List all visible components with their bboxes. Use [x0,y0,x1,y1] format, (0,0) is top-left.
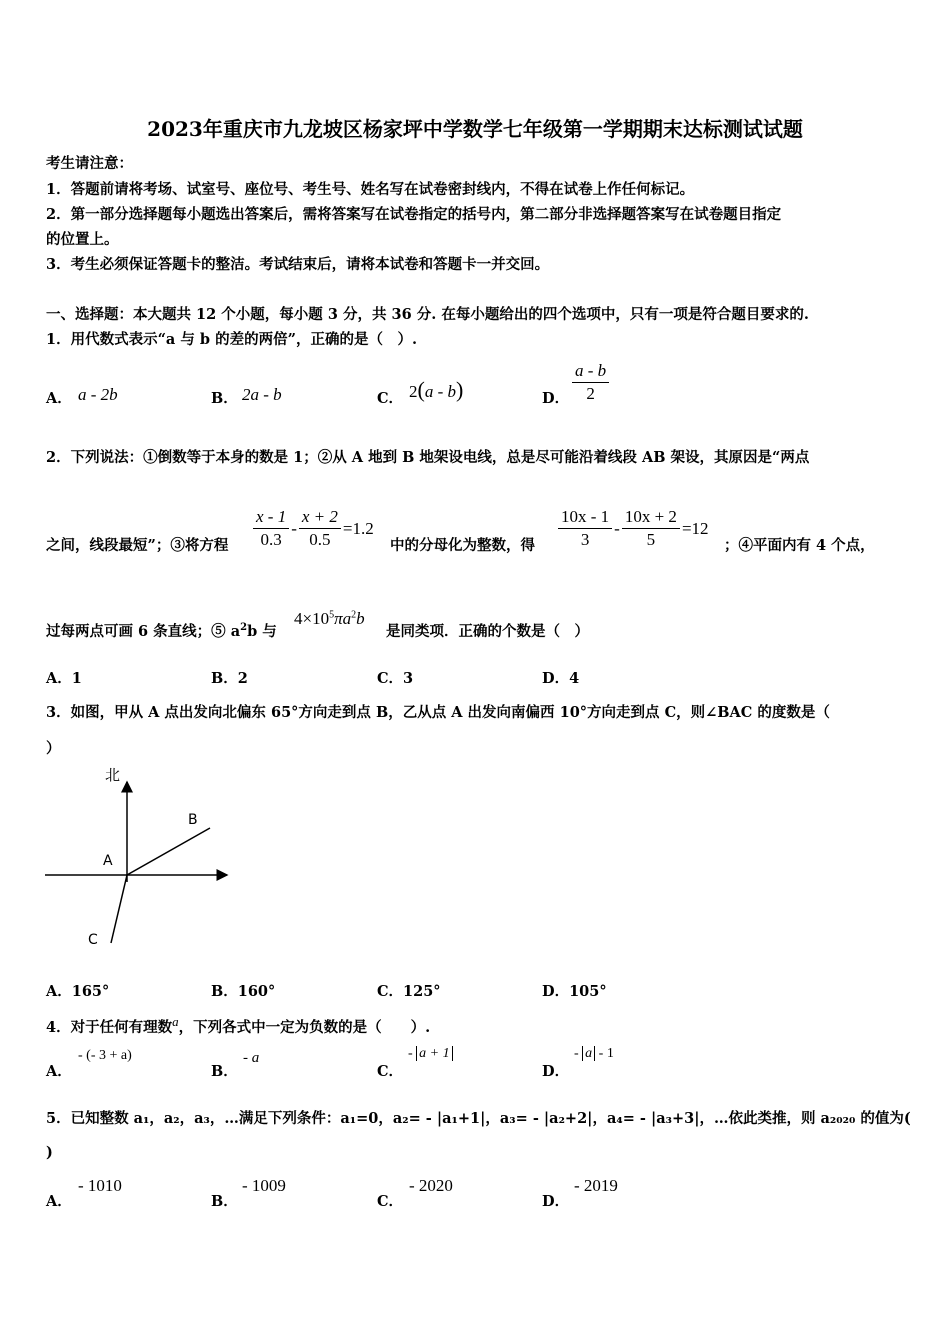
q1-option-a: a - 2b [78,385,118,404]
q3-ray-ac [111,875,127,943]
q2-line3-post: 是同类项．正确的个数是（ ） [386,623,589,640]
q4-label-a: A． [46,1063,72,1080]
q2-minus-1: - [291,518,297,538]
q1-c-inner: a - b [424,382,456,401]
q3-label-b: B [188,812,198,828]
q5-option-c: - 2020 [409,1176,453,1195]
q4-label-c: C． [377,1063,404,1080]
q2-equation-1 [253,506,374,551]
page-title: 2023年重庆市九龙坡区杨家坪中学数学七年级第一学期期末达标测试试题 [147,117,803,141]
section-heading: 一、选择题：本大题共 12 个小题，每小题 3 分，共 36 分. 在每小题给出的四个选项中，只有一项是符合题目要求的. [46,306,809,323]
notice-item-1: 1．答题前请将考场、试室号、座位号、考生号、姓名写在试卷密封线内，不得在试卷上作任何标记。 [46,181,695,198]
q2-expr-base: 4×10 [294,609,330,628]
q4-c-pre: - [408,1046,417,1061]
q5-option-a: - 1010 [78,1176,122,1195]
q5-label-a: A． [46,1193,72,1210]
q2-f2-num: x + 2 [299,506,341,529]
q4-stem-var: a [172,1014,179,1029]
q5-option-d: - 2019 [574,1176,618,1195]
q2-line3 [46,620,277,641]
q2-f1-den: 0.3 [260,530,282,549]
q3-label-a: A [103,853,113,869]
q2-option-d: D．4 [542,670,580,687]
q4-stem-post: ，下列各式中一定为负数的是（ ）. [178,1018,431,1036]
q4-stem [46,1014,430,1037]
q2-eq-2: =12 [681,518,709,538]
q5-line2: ) [46,1144,53,1161]
q5-label-d: D． [542,1193,570,1210]
q3-option-b: B．160° [211,983,276,1000]
q2-f3-num: 10x - 1 [558,506,612,529]
q3-label-north: 北 [105,766,121,784]
notice-item-3: 3．考生必须保证答题卡的整洁。考试结束后，请将本试卷和答题卡一并交回。 [46,256,550,273]
q1-option-b: 2a - b [242,385,282,404]
q2-option-c: C．3 [377,670,414,687]
q1-c-coef: 2 [409,382,418,401]
q1-label-c: C． [377,390,404,407]
q3-line2: ） [46,740,61,757]
q2-minus-2: - [614,518,620,538]
q2-line2-post: ；④平面内有 4 个点， [724,537,875,554]
q2-expression [294,609,365,629]
q4-option-b: - a [243,1050,260,1066]
q4-d-pre: - [574,1046,583,1061]
q3-option-c: C．125° [377,983,441,1000]
q4-d-post: - 1 [595,1046,614,1061]
q1-d-numerator: a - b [572,360,609,383]
q2-option-a: A．1 [46,670,82,687]
q2-f2-den: 0.5 [309,530,331,549]
q1-stem: 1．用代数式表示“a 与 b 的差的两倍”，正确的是（ ）. [46,331,417,348]
q4-d-abs: a [582,1046,595,1061]
q2-line2-mid: 中的分母化为整数，得 [390,537,535,554]
q4-option-d [574,1046,614,1062]
q2-line3-sup: 2 [240,622,248,634]
q2-line2-pre: 之间，线段最短”；③将方程 [46,537,229,554]
q2-line1: 2．下列说法：①倒数等于本身的数是 1；②从 A 地到 B 地架设电线，总是尽可能沿着线段 AB 架设，其原因是“两点 [46,449,810,466]
q2-f4-num: 10x + 2 [622,506,680,529]
q2-f3-den: 3 [580,530,590,549]
q5-label-b: B． [211,1193,238,1210]
q4-c-abs: a + 1 [416,1046,452,1061]
q1-option-d [572,360,609,405]
q5-line1: 5．已知整数 a₁，a₂，a₃，…满足下列条件：a₁=0，a₂= - |a₁+1|，a₃= - |a₂+2|，a₄= - |a₃+3|，…依此类推，则 a₂₀₂₀ 的值为( [46,1110,911,1127]
q2-expr-b: b [356,609,365,628]
q1-label-b: B． [211,390,238,407]
q4-option-a: - (- 3 + a) [78,1048,132,1063]
q2-eq-1: =1.2 [342,518,374,538]
q2-f1-num: x - 1 [253,506,289,529]
q2-expr-a-exp: 2 [351,609,357,621]
q2-expr-exp: 5 [329,609,335,621]
q4-label-d: D． [542,1063,570,1080]
q2-option-b: B．2 [211,670,248,687]
q2-line3-pre: 过每两点可画 6 条直线；⑤ a [46,623,241,640]
q1-d-denominator: 2 [586,384,595,403]
q2-line3-b: b 与 [247,623,277,640]
q3-figure [40,760,240,955]
q2-equation-2 [558,506,709,551]
notice-item-2: 2．第一部分选择题每小题选出答案后，需将答案写在试卷指定的括号内，第二部分非选择题答案写在试卷题目指定 [46,206,782,223]
q1-option-c: 2(a - b) [409,377,464,402]
q3-label-c: C [88,932,98,948]
notice-item-2-cont: 的位置上。 [46,231,119,248]
q4-option-c [408,1046,453,1062]
q2-f4-den: 5 [646,530,656,549]
q3-line1: 3．如图，甲从 A 点出发向北偏东 65°方向走到点 B，乙从点 A 出发向南偏西 10°方向走到点 C，则∠BAC 的度数是（ [46,704,830,721]
q1-label-d: D． [542,390,570,407]
q3-ray-ab [127,828,210,875]
q2-expr-pi: πa [334,609,352,628]
q5-label-c: C． [377,1193,404,1210]
q1-label-a: A． [46,390,72,407]
q5-option-b: - 1009 [242,1176,286,1195]
q4-stem-pre: 4．对于任何有理数 [46,1018,173,1036]
q3-option-a: A．165° [46,983,110,1000]
notice-heading: 考生请注意： [46,155,133,172]
q3-option-d: D．105° [542,983,607,1000]
q4-label-b: B． [211,1063,238,1080]
